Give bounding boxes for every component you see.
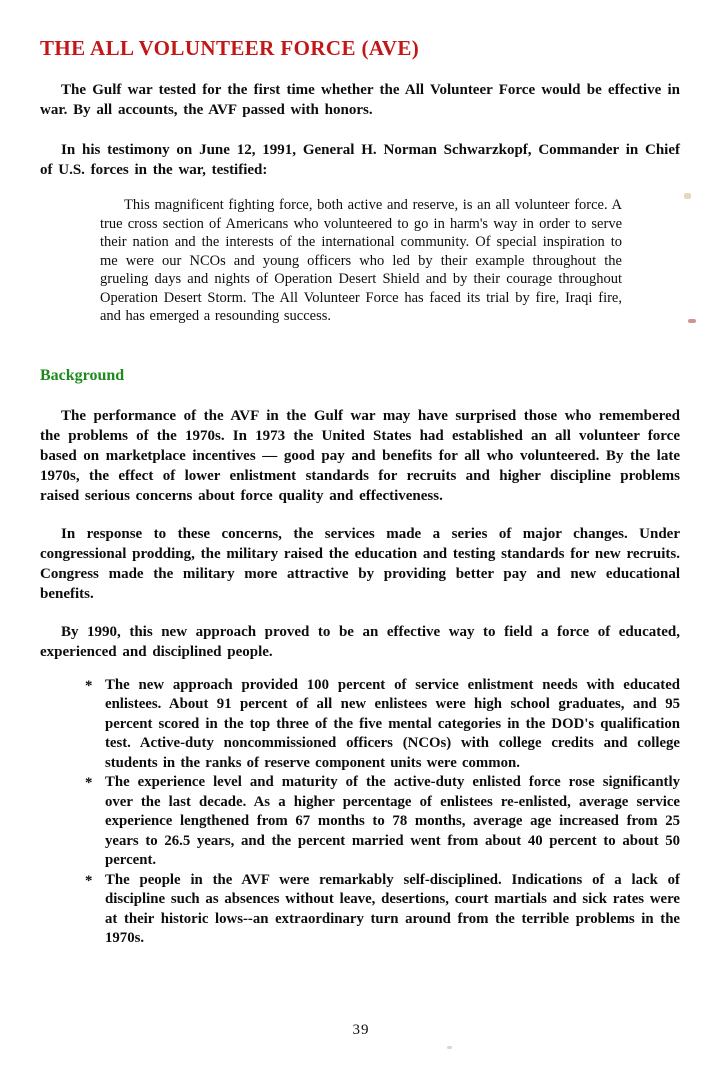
bullet-list [85,676,680,949]
scan-artifact [688,319,696,323]
document-title: THE ALL VOLUNTEER FORCE (AVE) [40,36,420,60]
page-number: 39 [352,1022,370,1038]
bullet-text: The experience level and maturity of the active-duty enlisted force rose significantly over the last decade. As a higher percentage of enlistees re-enlisted, average service experience lengthened from 67 months to 78 months, average age increased from 25 years to 26.5 years, and the percent married went from about 40 percent to about 50 percent. [105,774,680,868]
paragraph-services-changes: In response to these concerns, the services made a series of major changes. Under congressional prodding, the military raised the education and testing standards for new recruits. Congress made the military more attractive by providing better pay and new educational benefits. [40,525,680,602]
bullet-text: The people in the AVF were remarkably self-disciplined. Indications of a lack of discipline such as absences without leave, desertions, court martials and sick rates were at their historic lows--an extraordinary turn around from the terrible problems in the 1970s. [105,871,680,946]
bullet-text: The new approach provided 100 percent of service enlistment needs with educated enlistees. About 91 percent of all new enlistees were high school graduates, and 95 percent scored in the top three of the five mental categories in the DOD's qualification test. Active-duty noncommissioned officers (NCOs) with college credits and college students in the ranks of reserve component units were common. [105,676,680,771]
scan-artifact [447,1046,452,1049]
bullet-self-discipline [85,871,680,949]
paragraph-avf-performance: The performance of the AVF in the Gulf war may have surprised those who remembered the problems of the 1970s. In 1973 the United States had established an all volunteer force based on marketplace incentives — good pay and benefits for all who volunteered. By the late 1970s, the effect of lower enlistment standards for recruits and higher discipline problems raised serious concerns about force quality and effectiveness. [40,407,680,504]
bullet-experience-maturity [85,773,680,871]
background-heading: Background [40,366,125,384]
asterisk-bullet-icon: * [85,775,93,791]
asterisk-bullet-icon: * [85,677,93,694]
paragraph-schwarzkopf-testimony: In his testimony on June 12, 1991, General H. Norman Schwarzkopf, Commander in Chief of U.S. forces in the war, testified: [40,142,680,178]
asterisk-bullet-icon: * [85,872,93,889]
paragraph-by-1990: By 1990, this new approach proved to be an effective way to field a force of educated, experienced and disciplined people. [40,623,680,660]
paragraph-gulf-war-test: The Gulf war tested for the first time whether the All Volunteer Force would be effective in war. By all accounts, the AVF passed with honors. [40,82,680,118]
bullet-enlistment-quality [85,676,680,774]
scan-artifact [684,193,691,199]
blockquote-schwarzkopf: This magnificent fighting force, both active and reserve, is an all volunteer force. A true cross section of Americans who volunteered to go in harm's way in order to serve their nation and the interests of the international community. Of special inspiration to me were our NCOs and young officers who led by their example throughout the grueling days and nights of Operation Desert Shield and by their courage throughout Operation Desert Storm. The All Volunteer Force has faced its trial by fire, Iraqi fire, and has emerged a resounding success. [100,197,622,324]
